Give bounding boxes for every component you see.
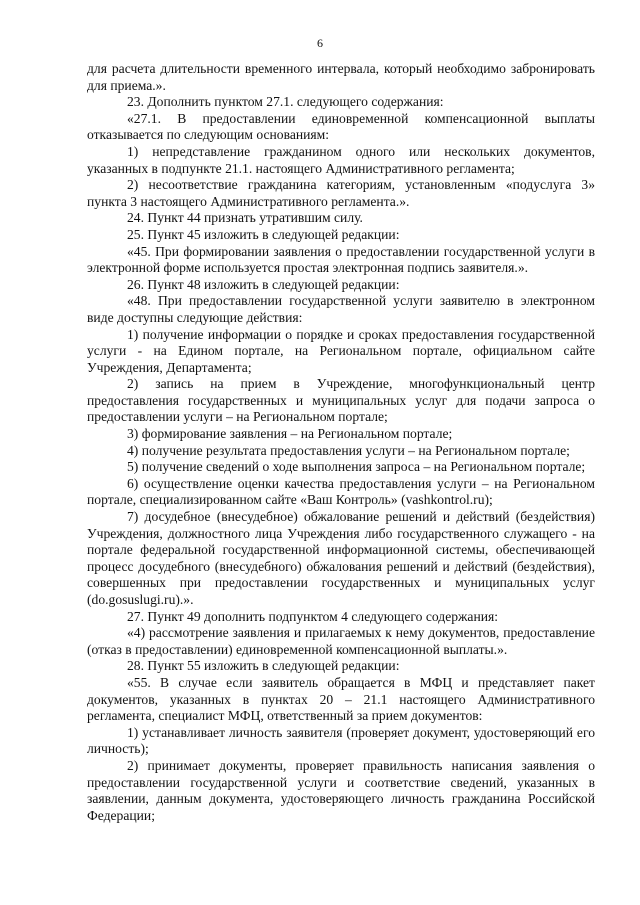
paragraph-action-2: 2) запись на прием в Учреждение, многофункциональный центр предоставления государственных и муниципальных услуг для подачи запроса о предоставлении услуги – на Региональном портале; [87,376,595,425]
paragraph-clause-45: «45. При формировании заявления о предоставлении государственной услуги в электронной форме используется простая электронная подпись заявителя.». [87,243,595,276]
paragraph-step-2: 2) принимает документы, проверяет правильность написания заявления о предоставлении государственной услуги и соответствие сведений, указанных в заявлении, данным документа, удостоверяющего личность гражданина Российской Федерации; [87,757,595,823]
paragraph-action-4: 4) получение результата предоставления услуги – на Региональном портале; [127,442,570,458]
paragraph-action-6: 6) осуществление оценки качества предоставления услуги – на Региональном портале, специализированном сайте «Ваш Контроль» (vashkontrol.ru); [87,475,595,508]
paragraph-action-7: 7) досудебное (внесудебное) обжалование решений и действий (бездействия) Учреждения, должностного лица Учреждения либо государственного служащего - на портале федеральной государственной информационной системы, обеспечивающей процесс досудебного (внесудебного) обжалования решений и действий (бездействия), совершенных при предоставлении государственных и муниципальных услуг (do.gosuslugi.ru).». [87,509,595,607]
paragraph-item-25: 25. Пункт 45 изложить в следующей редакции: [127,226,400,242]
page-number: 6 [317,36,323,50]
paragraph-subitem-2: 2) несоответствие гражданина категориям, установленным «подуслуга 3» пункта 3 настоящего Административного регламента.». [87,177,595,209]
paragraph-clause-48: «48. При предоставлении государственной услуги заявителю в электронном виде доступны следующие действия: [87,293,595,325]
paragraph-item-28: 28. Пункт 55 изложить в следующей редакции: [127,658,400,674]
paragraph-item-23: 23. Дополнить пунктом 27.1. следующего содержания: [127,94,444,110]
paragraph-clause-27-1: «27.1. В предоставлении единовременной компенсационной выплаты отказывается по следующим основаниям: [87,110,595,143]
paragraph-item-27: 27. Пункт 49 дополнить подпунктом 4 следующего содержания: [127,608,499,624]
paragraph-step-1: 1) устанавливает личность заявителя (проверяет документ, удостоверяющий его личность); [87,724,595,757]
paragraph-subitem-1: 1) непредставление гражданином одного или нескольких документов, указанных в подпункте 21.1. настоящего Административного регламента; [87,143,595,176]
paragraph-continuation: для расчета длительности временного интервала, который необходимо забронировать для приема.». [87,61,595,93]
paragraph-action-3: 3) формирование заявления – на Региональном портале; [127,426,453,442]
paragraph-action-5: 5) получение сведений о ходе выполнения запроса – на Региональном портале; [127,459,586,475]
document-body [87,61,595,824]
paragraph-subitem-4: «4) рассмотрение заявления и прилагаемых к нему документов, предоставление (отказ в предоставлении) единовременной компенсационной выплаты.». [87,625,595,657]
paragraph-clause-55: «55. В случае если заявитель обращается в МФЦ и представляет пакет документов, указанных в пунктах 20 – 21.1 настоящего Административного регламента, специалист МФЦ, ответственный за прием документов: [87,674,595,724]
paragraph-action-1: 1) получение информации о порядке и сроках предоставления государственной услуги - на Едином портале, на Региональном портале, официальном сайте Учреждения, Департамента; [87,326,595,375]
paragraph-item-26: 26. Пункт 48 изложить в следующей редакции: [127,276,400,292]
paragraph-item-24: 24. Пункт 44 признать утратившим силу. [127,210,363,226]
